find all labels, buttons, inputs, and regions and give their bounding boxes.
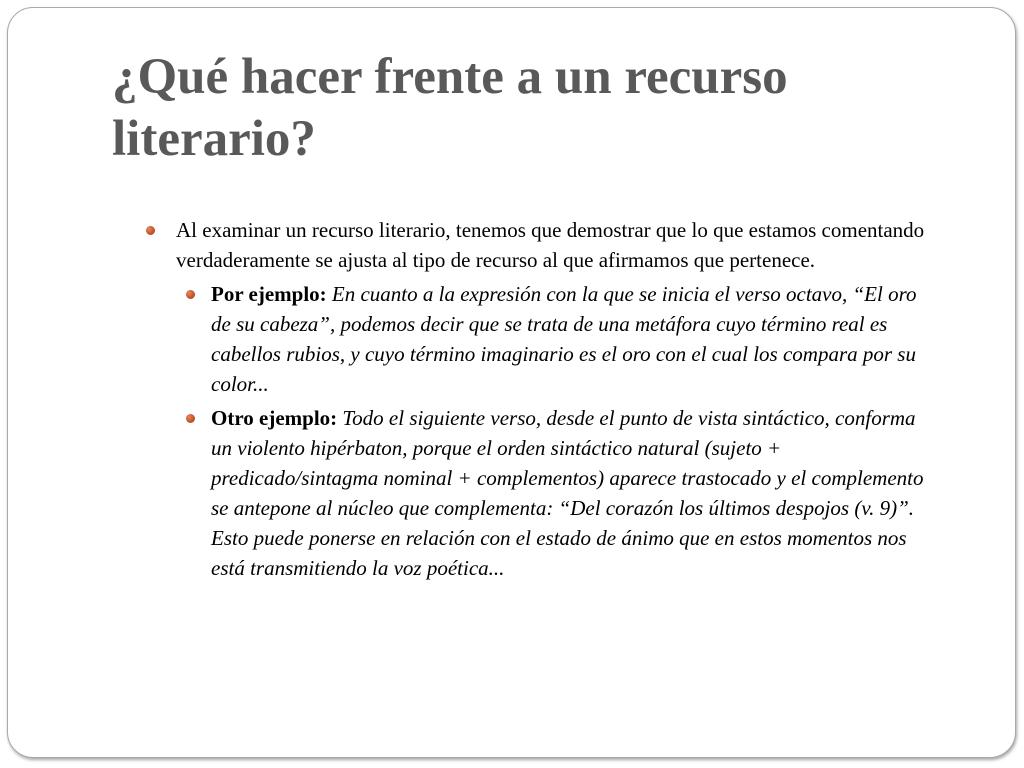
example-lead: Por ejemplo: [211, 282, 332, 306]
example-bullet-2 [140, 403, 930, 583]
example-lead: Otro ejemplo: [211, 406, 343, 430]
example-bullet-1 [140, 279, 930, 399]
example-text: En cuanto a la expresión con la que se inicia el verso octavo, “El oro de su cabeza”, podemos decir que se trata de una metáfora cuyo término real es cabellos rubios, y cuyo término imaginario es el oro con el cual los compara por su color... [211, 282, 917, 396]
example-text: Todo el siguiente verso, desde el punto de vista sintáctico, conforma un violento hipérbaton, porque el orden sintáctico natural (sujeto + predicado/sintagma nominal + complementos) aparece trastocado y el complemento se antepone al núcleo que complementa: “Del corazón los últimos despojos (v. 9)”. Esto puede ponerse en relación con el estado de ánimo que en estos momentos nos está transmitiendo la voz poética... [211, 406, 924, 580]
intro-text: Al examinar un recurso literario, tenemos que demostrar que lo que estamos comentando verdaderamente se ajusta al tipo de recurso al que afirmamos que pertenece. [176, 218, 925, 272]
slide-body [140, 215, 930, 583]
bullet-dot-icon [186, 414, 195, 423]
bullet-dot-icon [186, 290, 195, 299]
intro-bullet [140, 215, 930, 275]
slide-title: ¿Qué hacer frente a un recurso literario? [112, 49, 788, 167]
bullet-dot-icon [146, 226, 155, 235]
